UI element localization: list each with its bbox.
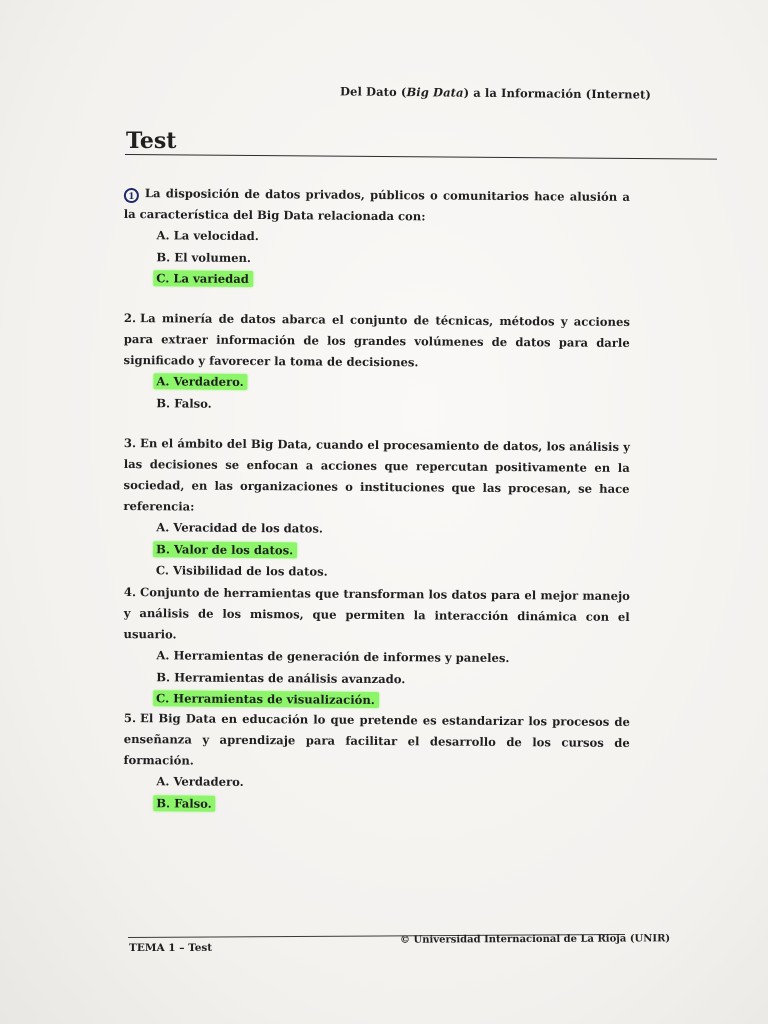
question-number: 3.: [123, 435, 137, 451]
question-text: En el ámbito del Big Data, cuando el procesamiento de datos, los análisis y las decisiones se enfocan a acciones que repercutan positivamente en la sociedad, en las organizaciones o instituciones que las procesan, se hace referencia:: [123, 436, 630, 514]
option-b: B. Herramientas de análisis avanzado.: [156, 669, 406, 686]
question-4: [123, 582, 630, 713]
question-number: 5.: [123, 710, 137, 726]
options-list: [123, 225, 629, 293]
question-1: [123, 183, 630, 293]
question-number: 2.: [123, 310, 137, 326]
circled-number-icon: 1: [124, 188, 139, 203]
question-number: 4.: [123, 584, 137, 600]
running-header-em: Big Data: [406, 85, 464, 100]
option-a: A. Verdadero.: [156, 774, 244, 789]
page-title: Test: [126, 128, 177, 154]
running-header: Del Dato (Big Data) a la Información (Internet): [339, 84, 652, 102]
highlight-mark: C. La variedad: [153, 270, 253, 287]
option-a: A. Herramientas de generación de informes y paneles.: [156, 648, 510, 666]
option-c: C. Visibilidad de los datos.: [155, 563, 328, 579]
option-a: A. Veracidad de los datos.: [156, 520, 324, 536]
highlight-mark: A. Verdadero.: [153, 373, 247, 390]
options-list: [123, 771, 629, 818]
question-text: La disposición de datos privados, públicos o comunitarios hace alusión a la característica del Big Data relacionada con:: [123, 186, 630, 224]
highlight-mark: B. Valor de los datos.: [153, 541, 297, 558]
footer-section-label: TEMA 1 – Test: [129, 942, 213, 954]
question-2: [123, 308, 630, 418]
option-b: B. El volumen.: [156, 249, 252, 265]
highlight-mark: B. Falso.: [153, 795, 216, 811]
question-5: [123, 708, 630, 818]
title-divider: [125, 154, 717, 160]
highlight-mark: C. Herramientas de visualización.: [153, 690, 379, 708]
options-list: [123, 517, 629, 585]
question-text: Conjunto de herramientas que transforman los datos para el mejor manejo y análisis de los mismos, que permiten la interacción dinámica con el usuario.: [123, 585, 630, 642]
question-text: El Big Data en educación lo que pretende es estandarizar los procesos de enseñanza y aprendizaje para facilitar el desarrollo de los cursos de formación.: [123, 711, 630, 768]
question-text: La minería de datos abarca el conjunto de técnicas, métodos y acciones para extraer información de los grandes volúmenes de datos para darle significado y favorecer la toma de decisiones.: [123, 311, 630, 370]
option-c-highlighted: [156, 268, 629, 293]
option-b-highlighted: [156, 793, 629, 818]
options-list: [123, 371, 629, 418]
footer-copyright: © Universidad Internacional de La Rioja (UNIR): [399, 933, 671, 946]
option-a-highlighted: [156, 371, 629, 396]
options-list: [123, 645, 629, 713]
option-b: B. Falso.: [156, 395, 212, 411]
question-3: [123, 433, 630, 585]
option-a: A. La velocidad.: [156, 228, 259, 244]
